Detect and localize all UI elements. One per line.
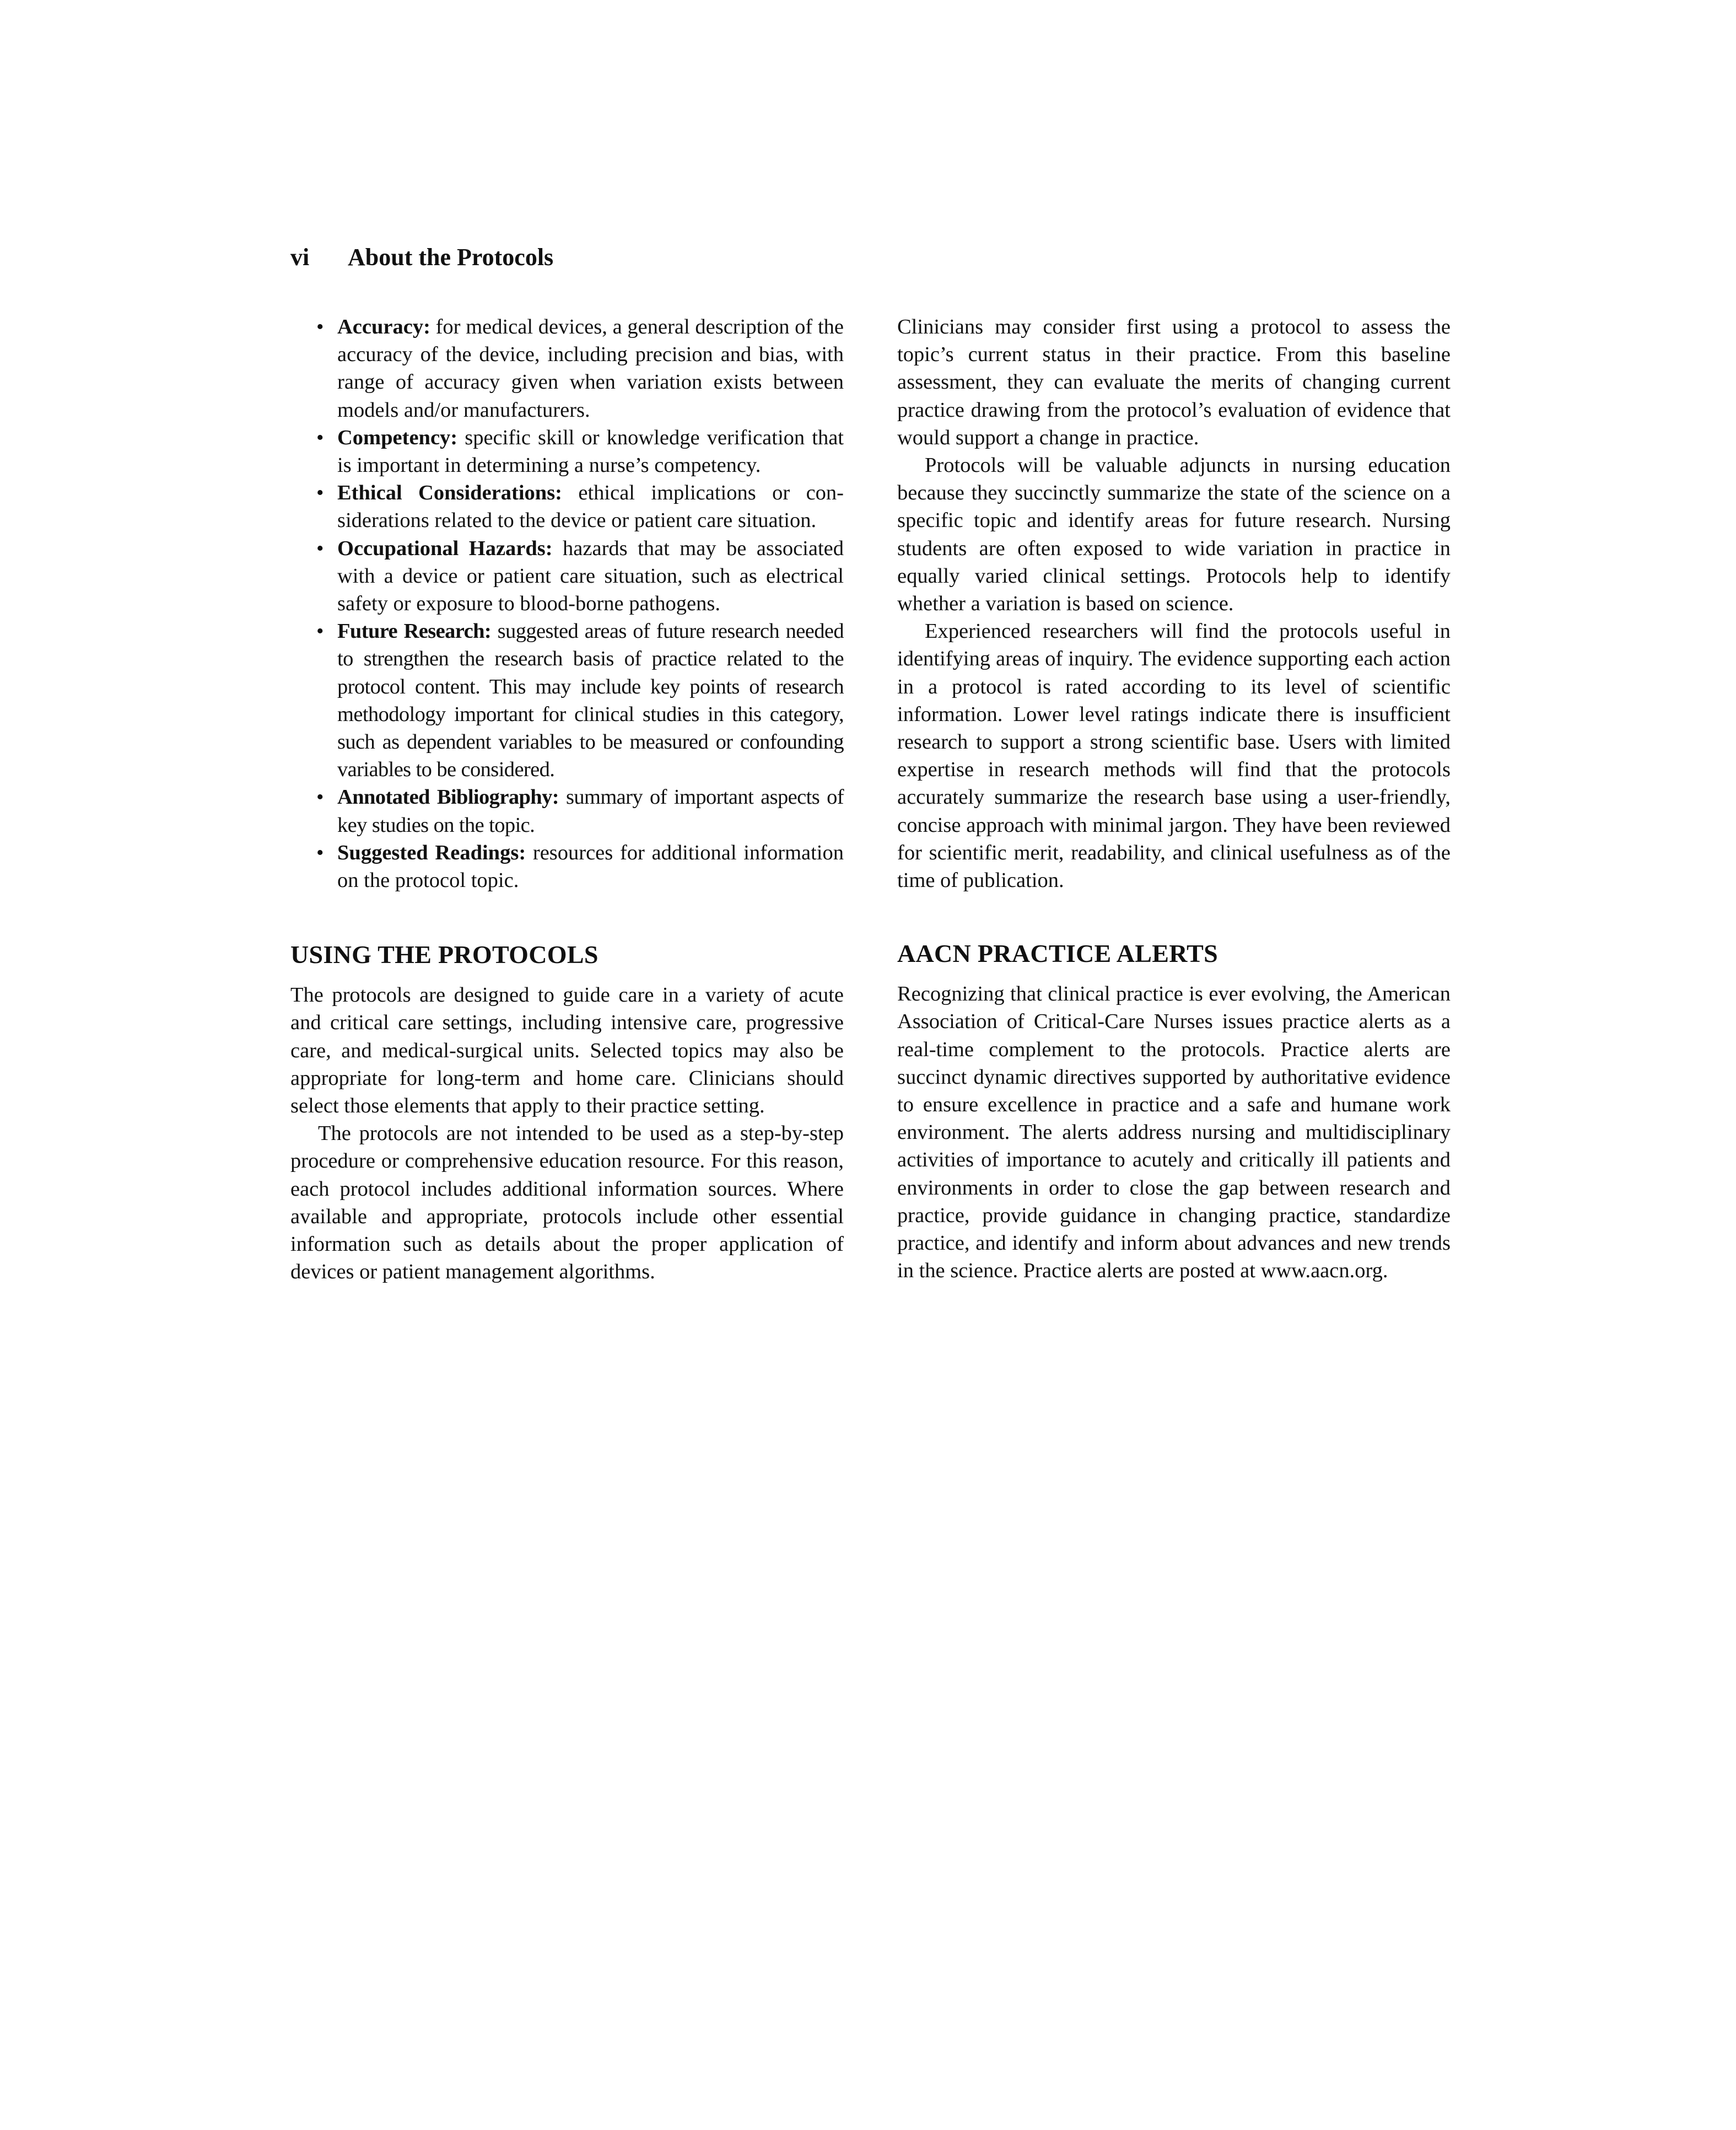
- bullet-text: specific skill or knowledge verification that is important in determining a nurse’s competency.: [337, 426, 844, 477]
- list-item: [337, 839, 844, 894]
- bullet-term: Future Research:: [337, 620, 492, 643]
- running-title: About the Protocols: [348, 244, 554, 271]
- bullet-term: Suggested Readings:: [337, 841, 526, 864]
- list-item: [337, 535, 844, 618]
- paragraph: Experienced researchers will find the protocols useful in identifying areas of inquiry. The evidence supporting each action in a protocol is rated according to its level of scientific information. Lower level ratings indicate there is insufficient research to support a strong scientific base. Users with limited expertise in research methods will find that the protocols accurately summarize the research base using a user-friendly, concise approach with minimal jargon. They have been reviewed for scientific merit, readability, and clinical usefulness as of the time of publication.: [897, 620, 1451, 892]
- bullet-text: hazards that may be associated with a device or patient care situation, such as electrical safety or exposure to blood-borne pathogens.: [337, 536, 844, 616]
- bullet-term: Occupational Hazards:: [337, 536, 553, 560]
- section-heading-practice-alerts: AACN PRACTICE ALERTS: [897, 939, 1219, 968]
- list-item: [337, 313, 844, 424]
- section-heading-using-protocols: USING THE PROTOCOLS: [290, 940, 599, 969]
- paragraph: Clinicians may consider first using a protocol to assess the topic’s current status in their practice. From this baseline assessment, they can evaluate the merits of changing current practice drawing from the protocol’s evaluation of evidence that would support a change in practice.: [897, 315, 1451, 449]
- bullet-term: Ethical Considerations:: [337, 481, 562, 505]
- paragraph: The protocols are not intended to be used as a step-by-step procedure or comprehensive education resource. For this reason, each protocol includes additional information sources. Where available and appropriate, protocols include other essential information such as details about the proper application of devices or patient management algorithms.: [290, 1122, 844, 1284]
- bullet-term: Accuracy:: [337, 315, 430, 338]
- paragraph: Recognizing that clinical practice is ever evolving, the American Association of Critical-Care Nurses issues practice alerts as a real-time complement to the protocols. Practice alerts are succinct dynamic directives supported by authoritative evidence to ensure excellence in practice and a safe and humane work environment. The alerts address nursing and multidisciplinary activities of importance to acutely and critically ill patients and environments in order to close the gap between research and practice, provide guidance in changing practice, standardize practice, and identify and inform about advances and new trends in the science. Practice alerts are posted at www.aacn.org.: [897, 982, 1451, 1283]
- list-item: [337, 617, 844, 783]
- bullet-text: summary of important aspects of key studies on the topic.: [337, 786, 844, 837]
- protocol-elements-list: [290, 313, 844, 894]
- list-item: [337, 424, 844, 479]
- paragraph: Protocols will be valuable adjuncts in nursing education because they succinctly summarize the state of the science on a specific topic and identify areas for future research. Nursing students are often exposed to wide variation in practice in equally varied clinical settings. Protocols help to identify whether a variation is based on science.: [897, 454, 1451, 616]
- bullet-term: Annotated Bibliography:: [337, 786, 559, 809]
- page-number: vi: [290, 244, 310, 271]
- running-head: [290, 241, 553, 274]
- bullet-term: Competency:: [337, 426, 458, 449]
- list-item: [337, 783, 844, 838]
- left-column: [290, 313, 844, 1286]
- right-column: [897, 313, 1451, 1285]
- bullet-text: resources for additional information on the protocol topic.: [337, 841, 844, 892]
- bullet-text: for medical devices, a general description of the accuracy of the device, including precision and bias, with range of accuracy given when variation exists between models and/or manufacturers.: [337, 315, 844, 422]
- bullet-text: ethical implications or considerations related to the device or patient care situation.: [337, 481, 844, 532]
- bullet-text: suggested areas of future research needed to strengthen the research basis of practice related to the protocol content. This may include key points of research methodology important for clinical studies in this category, such as dependent variables to be measured or confounding variables to be considered.: [337, 620, 844, 782]
- paragraph: The protocols are designed to guide care in a variety of acute and critical care settings, including intensive care, progressive care, and medical-surgical units. Selected topics may also be appropriate for long-term and home care. Clinicians should select those elements that apply to their practice setting.: [290, 983, 844, 1118]
- list-item: [337, 479, 844, 534]
